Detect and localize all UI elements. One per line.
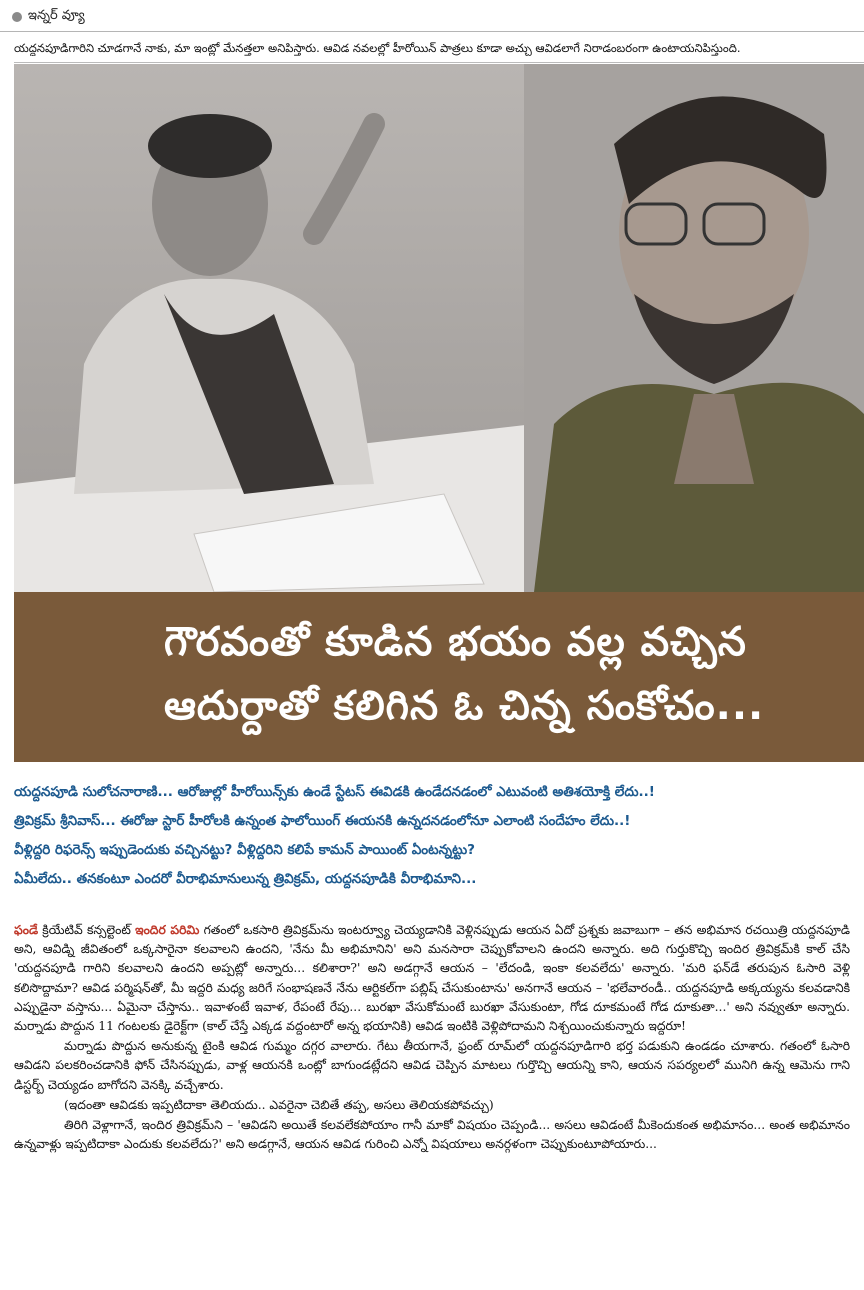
teaser-item: ఏమీలేదు.. తనకంటూ ఎందరో వీరాభిమానులున్న త్రివిక్రమ్, యద్దనపూడికి వీరాభిమాని... bbox=[14, 871, 477, 887]
headline-box bbox=[14, 592, 864, 762]
lead-word: ఫండే bbox=[14, 922, 39, 937]
section-label: ఇన్నర్ వ్యూ bbox=[28, 8, 85, 23]
article-paragraph-4: తిరిగి వెళ్లాగానే, ఇందిర త్రివిక్రమ్‌ని – 'ఆవిడని అయితే కలవలేకపోయాం గానీ మాకో విషయం చెప్పండి... అసలు ఆవిడంటే మీకెందుకంత అభిమానం... అంత అభిమానం ఉన్నవాళ్లు ఇప్పటిదాకా ఎందుకు కలవలేదు?' అని అడగ్గానే, ఆయన ఆవిడ గురించి ఎన్నో విషయాలు అనర్గళంగా చెప్పుకుంటూపోయారు... bbox=[14, 1118, 850, 1152]
headline-line-1: గౌరవంతో కూడిన భయం వల్ల వచ్చిన bbox=[164, 619, 747, 665]
teaser-list bbox=[14, 780, 854, 896]
consultant-name: ఇందిర పరిమి bbox=[135, 922, 200, 937]
teaser-item: యద్దనపూడి సులోచనారాణి... ఆరోజుల్లో హీరోయిన్స్‌కు ఉండే స్టేటస్ ఈవిడకి ఉండేదనడంలో ఎటువంటి అతిశయోక్తి లేదు..! bbox=[14, 784, 655, 800]
circle-bullet-icon bbox=[12, 12, 22, 22]
quote-divider bbox=[14, 62, 864, 63]
teaser-item: త్రివిక్రమ్ శ్రీనివాస్... ఈరోజు స్టార్ హీరోలకి ఉన్నంత ఫాలోయింగ్ ఈయనకి ఉన్నదనడంలోనూ ఎలాంటి సందేహం లేదు..! bbox=[14, 813, 631, 829]
lead-quote: యద్దనపూడిగారిని చూడగానే నాకు, మా ఇంట్లో మేనత్తలా అనిపిస్తారు. ఆవిడ నవలల్లో హీరోయిన్ పాత్రలు కూడా అచ్చు ఆవిడలాగే నిరాడంబరంగా ఉంటాయనిపిస్తుంది. bbox=[14, 41, 741, 55]
article-paragraph-1 bbox=[14, 920, 850, 1036]
article-body bbox=[14, 920, 850, 1155]
woman-hair-shape bbox=[148, 114, 272, 178]
feature-photo bbox=[14, 64, 864, 592]
section-tag bbox=[12, 6, 85, 28]
headline-line-2: ఆదుర్దాతో కలిగిన ఓ చిన్న సంకోచం... bbox=[164, 683, 765, 729]
article-paragraph-3: (ఇదంతా ఆవిడకు ఇప్పటిదాకా తెలియదు.. ఎవరైనా చెబితే తప్ప, అసలు తెలియకపోవచ్చు) bbox=[64, 1097, 494, 1112]
article-paragraph-2: మర్నాడు పొద్దున అనుకున్న టైంకి ఆవిడ గుమ్మం దగ్గర వాలారు. గేటు తీయగానే, ఫ్రంట్ రూమ్‌లో యద్దనపూడిగారి భర్త పడుకుని ఉండడం చూశారు. గతంలో ఓసారి ఆవిడని పలకరించడానికి ఫోన్ చేసినప్పుడు, వాళ్ల ఆయనకి ఒంట్లో బాగుండట్లేదని ఆవిడ చెప్పిన మాటలు గుర్తొచ్చి ఆయన్ని కాని, ఆయన సపర్యలలో మునిగి ఉన్న ఆమెను గాని డిస్టర్బ్ చెయ్యడం బాగోదని వెనక్కి వచ్చేశారు. bbox=[14, 1039, 850, 1092]
article-text: క్రియేటివ్ కన్సల్టెంట్ bbox=[38, 923, 136, 937]
woman-raised-arm-shape bbox=[314, 124, 374, 234]
section-divider bbox=[0, 31, 864, 32]
feature-photo-illustration bbox=[14, 64, 864, 592]
article-text: గతంలో ఒకసారి త్రివిక్రమ్‌ను ఇంటర్వ్యూ చెయ్యడానికి వెళ్లినప్పుడు ఆయన ఏదో ప్రశ్నకు జవాబుగా – తన అభిమాన రచయిత్రి యద్దనపూడి అని, ఆవిడ్ని జీవితంలో ఒక్కసారైనా కలవాలని ఉందని, 'నేను మీ అభిమానిని' అని మనసారా చెప్పుకోవాలని ఉందని అన్నారు. అది గుర్తుకొచ్చి ఇందిర త్రివిక్రమ్‌కి కాల్ చేసి 'యద్దనపూడి గారిని కలవాలని ఉందని అప్పట్లో అన్నారు... కలిశారా?' అని అడగ్గానే ఆయన – 'లేదండి, ఇంకా కలవలేదు' అన్నారు. 'మరి ఫన్‌డే తరుపున ఓసారి వెళ్లి కలిసొద్దామా? ఆవిడ పర్మిషన్‌తో, మీ ఇద్దరి మధ్య జరిగే సంభాషణనే నేను ఆర్టికల్‌గా పబ్లిష్ చేసుకుంటాను' అనగానే ఆయన – 'భలేవారండీ.. యద్దనపూడి అక్కయ్యను కలవడానికి ఎప్పుడైనా వస్తాను... ఏమైనా చేస్తాను.. ఇవాళంటే ఇవాళ, రేపంటే రేపు... బురఖా వేసుకోమంటే బురఖా వేసుకుంటా, గోడ దూకమంటే గోడ దూకుతా...' అని నవ్వుతూ అన్నారు. మర్నాడు పొద్దున 11 గంటలకు డైరెక్ట్‌గా (కాల్ చేస్తే ఎక్కడ వద్దంటారో అన్న భయానికి) ఆవిడ ఇంటికి వెళ్లిపోదామని నిశ్చయించుకున్నారు ఇద్దరూ! bbox=[14, 923, 850, 1034]
teaser-item: వీళ్లిద్దరి రిఫరెన్స్ ఇప్పుడెందుకు వచ్చినట్టు? వీళ్లిద్దరిని కలిపే కామన్ పాయింట్ ఏంటన్నట్టు? bbox=[14, 842, 475, 858]
